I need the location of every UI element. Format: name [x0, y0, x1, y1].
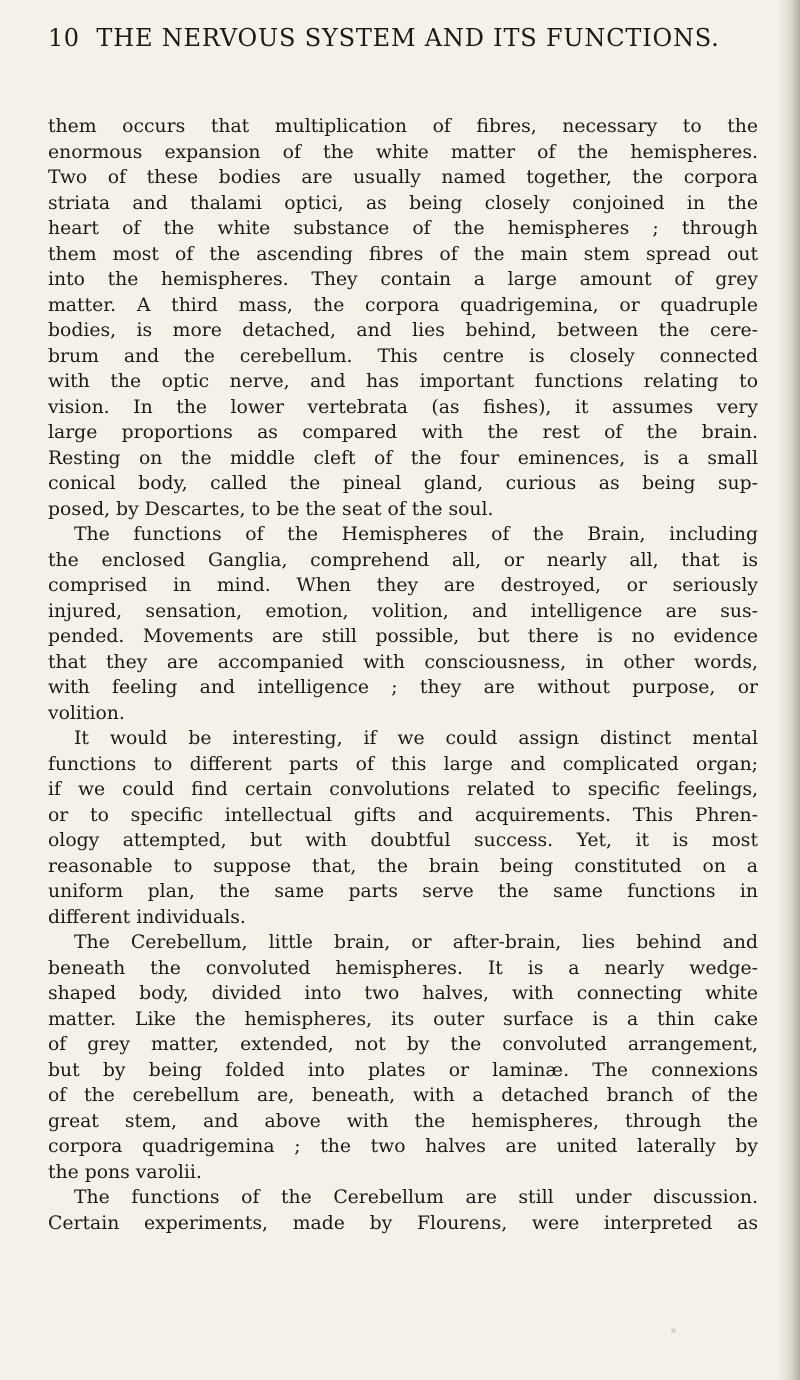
text-line: brum and the cerebellum. This centre is closely connected — [48, 345, 758, 367]
body-text — [48, 114, 758, 1236]
text-line: matter. A third mass, the corpora quadrigemina, or quadruple — [48, 294, 758, 316]
text-line: pended. Movements are still possible, but there is no evidence — [48, 626, 758, 647]
text-line: comprised in mind. When they are destroyed, or seriously — [48, 575, 758, 596]
paragraph-start: The functions of the Cerebellum are still under discussion. — [74, 1187, 758, 1208]
text-line: but by being folded into plates or laminæ. The connexions — [48, 1059, 758, 1081]
text-line: shaped body, divided into two halves, with connecting white — [48, 983, 758, 1004]
paragraph-start: It would be interesting, if we could assign distinct mental — [74, 728, 758, 749]
text-line: the pons varolii. — [48, 1161, 202, 1183]
text-line: into the hemispheres. They contain a large amount of grey — [48, 269, 758, 290]
text-line: them occurs that multiplication of fibres, necessary to the — [48, 116, 758, 137]
text-line: vision. In the lower vertebrata (as fishes), it assumes very — [48, 396, 758, 418]
running-title: THE NERVOUS SYSTEM AND ITS FUNCTIONS. — [96, 24, 720, 52]
text-line: of the cerebellum are, beneath, with a detached branch of the — [48, 1085, 758, 1106]
text-line: Resting on the middle cleft of the four eminences, is a small — [48, 447, 758, 469]
text-line: the enclosed Ganglia, comprehend all, or nearly all, that is — [48, 549, 758, 571]
text-line: bodies, is more detached, and lies behind, between the cere- — [48, 320, 758, 341]
text-line: injured, sensation, emotion, volition, and intelligence are sus- — [48, 600, 758, 622]
text-line: reasonable to suppose that, the brain being constituted on a — [48, 855, 758, 877]
text-line: different individuals. — [48, 906, 246, 928]
text-line: matter. Like the hemispheres, its outer surface is a thin cake — [48, 1008, 758, 1030]
text-line: posed, by Descartes, to be the seat of the soul. — [48, 498, 494, 520]
text-line: enormous expansion of the white matter of the hemispheres. — [48, 141, 758, 163]
text-line: volition. — [48, 702, 125, 724]
text-line: them most of the ascending fibres of the main stem spread out — [48, 243, 758, 265]
text-line: functions to different parts of this large and complicated organ; — [48, 753, 758, 775]
text-line: ology attempted, but with doubtful success. Yet, it is most — [48, 830, 758, 851]
text-line: heart of the white substance of the hemispheres ; through — [48, 218, 758, 239]
text-line: Certain experiments, made by Flourens, were interpreted as — [48, 1212, 758, 1234]
text-line: uniform plan, the same parts serve the same functions in — [48, 881, 758, 902]
text-line: beneath the convoluted hemispheres. It is a nearly wedge- — [48, 957, 758, 979]
text-line: with the optic nerve, and has important functions relating to — [48, 371, 758, 392]
text-line: or to specific intellectual gifts and acquirements. This Phren- — [48, 804, 758, 826]
text-line: great stem, and above with the hemispheres, through the — [48, 1110, 758, 1132]
text-line: striata and thalami optici, as being closely conjoined in the — [48, 192, 758, 214]
text-line: conical body, called the pineal gland, curious as being sup- — [48, 473, 758, 494]
text-line: if we could find certain convolutions related to specific feelings, — [48, 779, 758, 800]
paragraph-start: The Cerebellum, little brain, or after-brain, lies behind and — [74, 932, 758, 953]
page-header — [48, 18, 758, 58]
text-line: Two of these bodies are usually named together, the corpora — [48, 167, 758, 188]
text-line: of grey matter, extended, not by the convoluted arrangement, — [48, 1034, 758, 1055]
text-line: with feeling and intelligence ; they are without purpose, or — [48, 677, 758, 698]
paper-speck — [671, 1328, 676, 1333]
text-line: that they are accompanied with consciousness, in other words, — [48, 651, 758, 673]
page-number: 10 — [48, 24, 80, 52]
text-line: corpora quadrigemina ; the two halves are united laterally by — [48, 1136, 758, 1157]
text-line: large proportions as compared with the rest of the brain. — [48, 422, 758, 443]
paragraph-start: The functions of the Hemispheres of the Brain, including — [74, 524, 758, 545]
page-edge-shadow — [778, 0, 800, 1380]
